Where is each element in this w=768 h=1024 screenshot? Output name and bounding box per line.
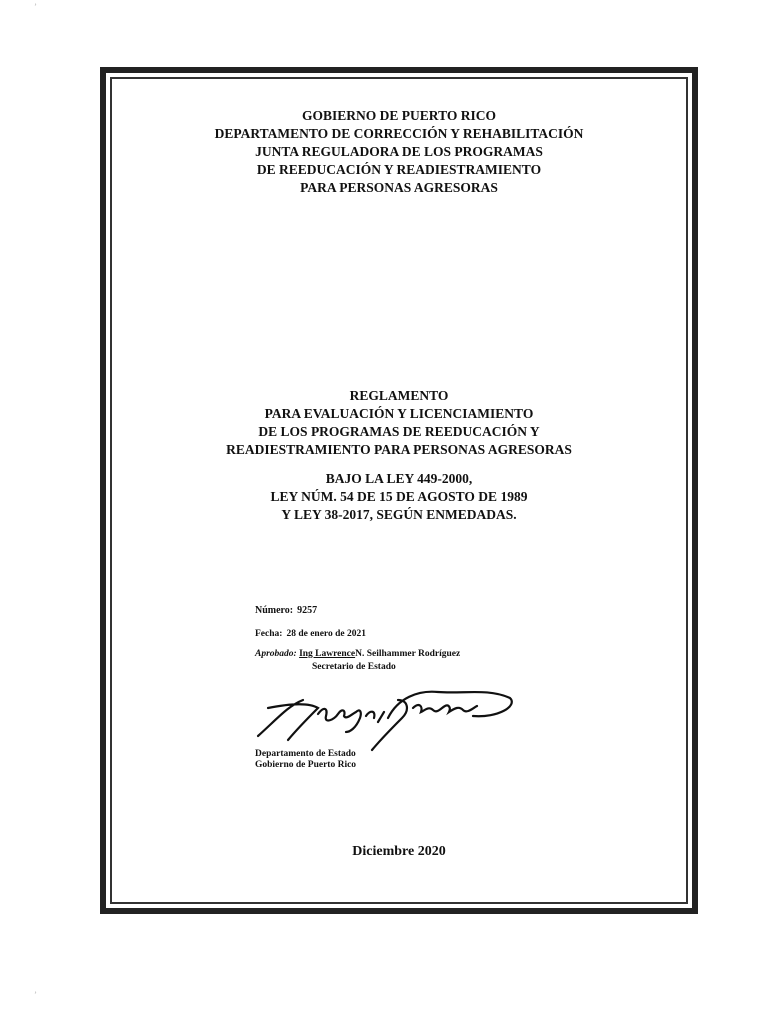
department-block bbox=[255, 749, 356, 771]
title-line: PARA EVALUACIÓN Y LICENCIAMIENTO bbox=[264, 406, 534, 421]
registration-date bbox=[255, 629, 366, 639]
title-line: READIESTRAMIENTO PARA PERSONAS AGRESORAS bbox=[226, 442, 572, 457]
header-line: PARA PERSONAS AGRESORAS bbox=[300, 180, 498, 195]
registration-number bbox=[255, 605, 317, 616]
aprobado-ing: Ing Lawrence bbox=[299, 649, 356, 659]
fecha-value: 28 de enero de 2021 bbox=[286, 629, 366, 639]
dept-line: Departamento de Estado bbox=[255, 749, 356, 759]
scan-mark: ʼ bbox=[34, 2, 37, 12]
law-line: BAJO LA LEY 449-2000, bbox=[325, 471, 473, 486]
signature bbox=[248, 678, 518, 753]
aprobado-name: N. Seilhammer Rodríguez bbox=[355, 649, 461, 659]
dept-line: Gobierno de Puerto Rico bbox=[255, 760, 357, 770]
document-date: Diciembre 2020 bbox=[352, 844, 446, 859]
law-reference bbox=[106, 470, 692, 524]
secretary-title: Secretario de Estado bbox=[312, 662, 396, 672]
scan-mark: ʼ bbox=[34, 990, 37, 1000]
header-line: DE REEDUCACIÓN Y READIESTRAMIENTO bbox=[256, 162, 542, 177]
law-line: Y LEY 38-2017, SEGÚN ENMEDADAS. bbox=[281, 507, 517, 522]
numero-value: 9257 bbox=[297, 605, 318, 616]
institution-header bbox=[106, 107, 692, 197]
header-line: DEPARTAMENTO DE CORRECCIÓN Y REHABILITACIÓN bbox=[214, 126, 584, 141]
document-title bbox=[106, 387, 692, 459]
aprobado-label: Aprobado: bbox=[255, 649, 297, 659]
document-border bbox=[100, 67, 698, 914]
fecha-label: Fecha: bbox=[255, 629, 283, 639]
title-line: DE LOS PROGRAMAS DE REEDUCACIÓN Y bbox=[258, 424, 540, 439]
numero-label: Número: bbox=[255, 605, 294, 616]
header-line: JUNTA REGULADORA DE LOS PROGRAMAS bbox=[255, 144, 543, 159]
title-line: REGLAMENTO bbox=[349, 388, 449, 403]
approval-line bbox=[255, 649, 460, 659]
header-line: GOBIERNO DE PUERTO RICO bbox=[302, 108, 496, 123]
law-line: LEY NÚM. 54 DE 15 DE AGOSTO DE 1989 bbox=[270, 489, 528, 504]
